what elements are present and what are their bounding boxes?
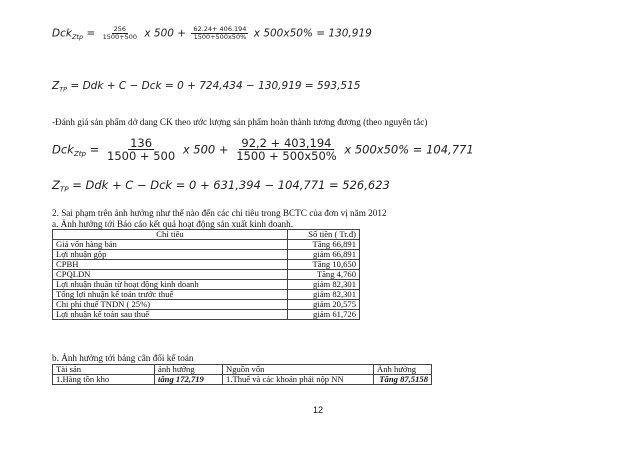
- eq2-lhs-sub: TP: [59, 85, 68, 94]
- table-cell: giảm 66,891: [288, 250, 360, 260]
- table-header-cell: Chỉ tiêu: [53, 230, 288, 240]
- heading-section-2: 2. Sai phạm trên ảnh hưởng như thế nào đến các chỉ tiêu trong BCTC của đơn vị năm 2012: [52, 208, 387, 218]
- eq4-lhs: Z: [52, 178, 60, 192]
- eq1-frac1-denominator: 1500+500: [102, 32, 137, 41]
- eq1-lhs-sub: Ztp: [71, 32, 84, 41]
- table-cell: tăng 172,719: [155, 375, 223, 385]
- table-row: [53, 280, 360, 290]
- balance-sheet-impact-table: [52, 364, 432, 385]
- eq3-fraction-2: [234, 137, 339, 163]
- table-row: [53, 300, 360, 310]
- table-cell: 1.Thuế và các khoản phải nộp NN: [223, 375, 374, 385]
- eq3-tail: x 500x50% = 104,771: [344, 142, 474, 157]
- eq1-tail: x 500x50% = 130,919: [253, 27, 372, 40]
- table-row: [53, 375, 432, 385]
- table-header-cell: Ảnh hưởng: [374, 365, 432, 375]
- eq1-fraction-1: [101, 26, 139, 41]
- eq3-lhs: Dck: [52, 142, 74, 157]
- table-row: [53, 260, 360, 270]
- table-cell: 1.Hàng tồn kho: [53, 375, 155, 385]
- table-header-cell: Tài sản: [53, 365, 155, 375]
- equation-ztp-2: [52, 178, 390, 193]
- table-cell: Tăng 10,650: [288, 260, 360, 270]
- eq1-lhs: Dck: [52, 27, 72, 40]
- eq1-frac1-numerator: 256: [113, 25, 126, 33]
- eq3-frac1-numerator: 136: [130, 136, 153, 150]
- table-cell: Tổng lợi nhuận kế toán trước thuế: [53, 290, 288, 300]
- table-header-row: [53, 230, 360, 240]
- equation-dck-2: [52, 137, 474, 163]
- table-cell: giảm 82,301: [288, 290, 360, 300]
- table-cell: Tăng 4,760: [288, 270, 360, 280]
- table-cell: giảm 20,575: [288, 300, 360, 310]
- eq1-frac2-denominator: 1500+500x50%: [193, 32, 247, 41]
- eq1-frac2-numerator: 62.24+ 406.194: [193, 25, 247, 33]
- eq1-equals: =: [86, 27, 96, 40]
- eq3-frac2-denominator: 1500 + 500x50%: [236, 149, 337, 164]
- table-cell: Tăng 87,5158: [374, 375, 432, 385]
- table-cell: Chi phí thuế TNDN ( 25%): [53, 300, 288, 310]
- eq4-lhs-sub: TP: [59, 184, 69, 194]
- table-cell: Lợi nhuận thuần từ hoạt động kinh doanh: [53, 280, 288, 290]
- table-header-cell: Nguồn vốn: [223, 365, 374, 375]
- equation-dck-1: [52, 26, 372, 41]
- eq3-mid: x 500 +: [182, 142, 229, 157]
- eq1-mid: x 500 +: [144, 27, 187, 40]
- eq1-fraction-2: [191, 26, 248, 41]
- table-header-row: [53, 365, 432, 375]
- heading-section-2a: a. Ảnh hưởng tới Báo cáo kết quả hoạt động sản xuất kinh doanh.: [52, 219, 294, 229]
- table-cell: Giá vốn hàng bán: [53, 240, 288, 250]
- eq3-frac2-numerator: 92,2 + 403,194: [241, 136, 332, 150]
- eq3-frac1-denominator: 1500 + 500: [107, 149, 176, 164]
- paragraph-valuation-method: -Đánh giá sản phẩm dở dang CK theo ước lượng sản phẩm hoàn thành tương đương (theo nguyên tắc): [52, 117, 428, 127]
- table-cell: Lợi nhuận gộp: [53, 250, 288, 260]
- table-row: [53, 270, 360, 280]
- table-cell: CPBH: [53, 260, 288, 270]
- page-number: 12: [313, 405, 324, 415]
- table-cell: giảm 82,301: [288, 280, 360, 290]
- table-cell: giảm 61,726: [288, 310, 360, 320]
- table-cell: Tăng 66,891: [288, 240, 360, 250]
- table-header-cell: Số tiền ( Tr.đ): [288, 230, 360, 240]
- eq3-equals: =: [89, 142, 100, 157]
- table-row: [53, 290, 360, 300]
- table-cell: CPQLDN: [53, 270, 288, 280]
- table-header-cell: ảnh hưởng: [155, 365, 223, 375]
- eq2-rhs: = Ddk + C − Dck = 0 + 724,434 − 130,919 = 593,515: [70, 80, 361, 92]
- table-row: [53, 310, 360, 320]
- eq4-rhs: = Ddk + C − Dck = 0 + 631,394 − 104,771 = 526,623: [72, 178, 390, 192]
- eq2-lhs: Z: [52, 80, 60, 92]
- eq3-fraction-1: [105, 137, 177, 163]
- table-row: [53, 240, 360, 250]
- table-cell: Lợi nhuận kế toán sau thuế: [53, 310, 288, 320]
- eq3-lhs-sub: Ztp: [73, 149, 87, 159]
- table-row: [53, 250, 360, 260]
- heading-section-2b: b. Ảnh hưởng tới bảng cân đối kế toán: [52, 353, 194, 363]
- equation-ztp-1: [52, 80, 360, 93]
- income-statement-impact-table: [52, 229, 360, 320]
